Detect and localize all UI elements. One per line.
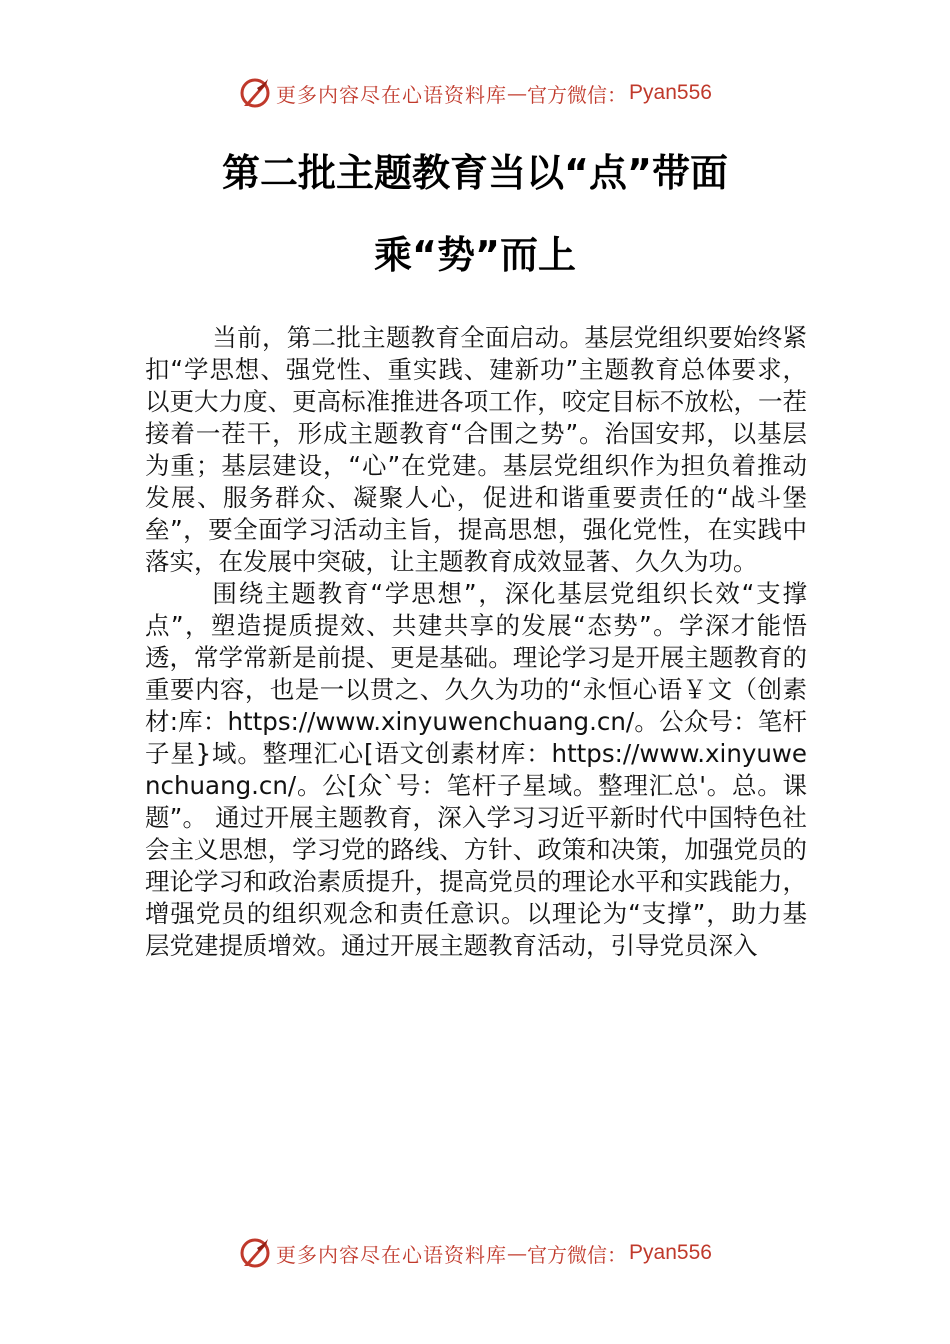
watermark-text: 更多内容尽在心语资料库: [276, 82, 508, 107]
watermark-label: 官方微信：: [527, 82, 628, 107]
watermark-text: 更多内容尽在心语资料库: [276, 1242, 508, 1267]
watermark-wechat-id: Pyan556: [629, 81, 712, 104]
watermark-wechat-id: Pyan556: [629, 1241, 712, 1264]
quill-logo-icon: [238, 1236, 272, 1270]
document-body: [145, 322, 807, 962]
watermark-dash: —: [507, 81, 528, 105]
header-watermark: [0, 73, 950, 113]
body-paragraph-2: 围绕主题教育“学思想”，深化基层党组织长效“支撑点”，塑造提质提效、共建共享的发展“态势”。学深才能悟透，常学常新是前提、更是基础。理论学习是开展主题教育的重要内容，也是一以贯之、久久为功的“永恒心语￥文（创素材:库：https://www.xinyuwenchuang.cn/。公众号：笔杆子星}域。整理汇心[语文创素材库：https://www.xinyuwenchuang.cn/。公[众`号：笔杆子星域。整理汇总'。总。课题”。 通过开展主题教育，深入学习习近平新时代中国特色社会主义思想，学习党的路线、方针、政策和决策，加强党员的理论学习和政治素质提升，提高党员的理论水平和实践能力， 增强党员的组织观念和责任意识。以理论为“支撑”，助力基层党建提质增效。通过开展主题教育活动，引导党员深入: [145, 579, 807, 960]
body-paragraph-1: 当前，第二批主题教育全面启动。基层党组织要始终紧扣“学思想、强党性、重实践、建新功”主题教育总体要求，以更大力度、更高标准推进各项工作，咬定目标不放松，一茬接着一茬干，形成主题教育“合围之势”。治国安邦，以基层为重；基层建设，“心”在党建。基层党组织作为担负着推动发展、服务群众、凝聚人心，促进和谐重要责任的“战斗堡垒”，要全面学习活动主旨，提高思想，强化党性，在实践中落实，在发展中突破，让主题教育成效显著、久久为功。: [145, 323, 807, 576]
footer-watermark: [0, 1233, 950, 1273]
watermark-dash: —: [507, 1241, 528, 1265]
document-title-line-1: 第二批主题教育当以“点”带面: [222, 151, 728, 195]
quill-logo-icon: [238, 76, 272, 110]
watermark-label: 官方微信：: [527, 1242, 628, 1267]
document-title-line-2: 乘“势”而上: [374, 233, 576, 277]
